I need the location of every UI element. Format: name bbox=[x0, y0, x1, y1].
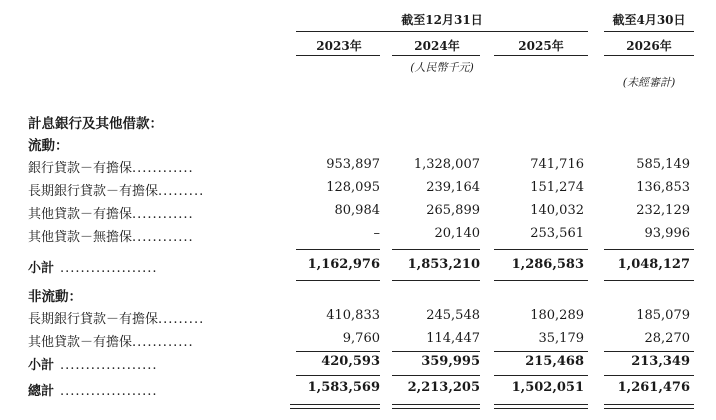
subtotal-rule-2025 bbox=[494, 249, 588, 250]
table-row bbox=[0, 331, 716, 349]
total-2026: 1,261,476 bbox=[617, 380, 690, 395]
total-double-rule-2024 bbox=[392, 404, 480, 409]
value-2026: 136,853 bbox=[636, 180, 690, 195]
value-2025: 35,179 bbox=[538, 331, 584, 346]
value-2024: 245,548 bbox=[426, 308, 480, 323]
subtotal-under-rule-2026 bbox=[604, 280, 694, 281]
table-row bbox=[0, 157, 716, 175]
value-2025: 253,561 bbox=[530, 226, 584, 241]
year-2025: 2025年 bbox=[518, 39, 564, 53]
period-header-apr30: 截至4月30日 bbox=[612, 13, 686, 27]
subtotal-2023: 420,593 bbox=[321, 354, 380, 369]
row-label: 銀行貸款－有擔保 bbox=[28, 161, 133, 176]
row-label: 其他貸款－有擔保 bbox=[28, 207, 133, 222]
year-rule-2025 bbox=[494, 55, 588, 56]
value-2024: 265,899 bbox=[426, 203, 480, 218]
nc-subtotal-rule-2025 bbox=[494, 351, 588, 352]
total-double-rule-2023 bbox=[290, 404, 380, 409]
value-2024: 1,328,007 bbox=[413, 157, 480, 172]
year-rule-2026 bbox=[604, 55, 694, 56]
year-2023: 2023年 bbox=[316, 39, 362, 53]
value-2023: 953,897 bbox=[326, 157, 380, 172]
value-2023: 80,984 bbox=[334, 203, 380, 218]
total-2025: 1,502,051 bbox=[511, 380, 584, 395]
value-2023: 128,095 bbox=[326, 180, 380, 195]
year-2024: 2024年 bbox=[414, 39, 460, 53]
total-rule-2026 bbox=[604, 375, 694, 376]
period-header-dec31: 截至12月31日 bbox=[401, 13, 483, 27]
value-2023: – bbox=[373, 226, 380, 241]
table-row bbox=[0, 180, 716, 198]
value-2024: 239,164 bbox=[426, 180, 480, 195]
subtotal-2026: 213,349 bbox=[631, 354, 690, 369]
header-rule-apr30 bbox=[604, 31, 694, 32]
nc-subtotal-rule-2023 bbox=[296, 351, 380, 352]
total-row bbox=[0, 380, 716, 398]
total-double-rule-2025 bbox=[494, 404, 588, 409]
subtotal-under-rule-2023 bbox=[296, 280, 380, 281]
subtotal-2024: 359,995 bbox=[421, 354, 480, 369]
leader-dots: ................... bbox=[60, 261, 158, 276]
value-2026: 93,996 bbox=[644, 226, 690, 241]
value-2026: 185,079 bbox=[636, 308, 690, 323]
row-label: 總計 bbox=[28, 384, 55, 399]
subtotal-rule-2026 bbox=[604, 249, 694, 250]
leader-dots: ............ bbox=[132, 207, 194, 222]
current-section-label: 流動： bbox=[28, 138, 69, 154]
subtotal-rule-2024 bbox=[392, 249, 480, 250]
total-double-rule-2026 bbox=[604, 404, 694, 409]
row-label: 長期銀行貸款－有擔保 bbox=[28, 312, 159, 327]
year-2026: 2026年 bbox=[626, 39, 672, 53]
leader-dots: ............ bbox=[132, 335, 194, 350]
total-2024: 2,213,205 bbox=[407, 380, 480, 395]
value-2023: 410,833 bbox=[326, 308, 380, 323]
value-2025: 741,716 bbox=[530, 157, 584, 172]
total-rule-2023 bbox=[296, 375, 380, 376]
subtotal-2026: 1,048,127 bbox=[617, 257, 690, 272]
subtotal-under-rule-2025 bbox=[494, 280, 588, 281]
table-row bbox=[0, 203, 716, 221]
table-title: 計息銀行及其他借款： bbox=[28, 116, 163, 132]
value-2024: 114,447 bbox=[426, 331, 480, 346]
subtotal-row bbox=[0, 257, 716, 275]
subtotal-under-rule-2024 bbox=[392, 280, 480, 281]
value-2026: 28,270 bbox=[644, 331, 690, 346]
row-label: 其他貸款－有擔保 bbox=[28, 335, 133, 350]
nc-subtotal-rule-2026 bbox=[604, 351, 694, 352]
subtotal-2023: 1,162,976 bbox=[307, 257, 380, 272]
header-rule-dec31 bbox=[296, 31, 588, 32]
leader-dots: ......... bbox=[158, 184, 205, 199]
row-label: 長期銀行貸款－有擔保 bbox=[28, 184, 159, 199]
subtotal-row bbox=[0, 354, 716, 372]
unit-note: (人民幣千元) bbox=[410, 61, 474, 74]
leader-dots: ................... bbox=[60, 384, 158, 399]
value-2025: 140,032 bbox=[530, 203, 584, 218]
subtotal-rule-2023 bbox=[296, 249, 380, 250]
total-rule-2025 bbox=[494, 375, 588, 376]
total-2023: 1,583,569 bbox=[307, 380, 380, 395]
leader-dots: ................... bbox=[60, 358, 158, 373]
row-label: 小計 bbox=[28, 358, 55, 373]
value-2026: 585,149 bbox=[636, 157, 690, 172]
nc-subtotal-rule-2024 bbox=[392, 351, 480, 352]
subtotal-2025: 215,468 bbox=[525, 354, 584, 369]
table-row bbox=[0, 226, 716, 244]
leader-dots: ......... bbox=[158, 312, 205, 327]
value-2026: 232,129 bbox=[636, 203, 690, 218]
row-label: 小計 bbox=[28, 261, 55, 276]
table-row bbox=[0, 308, 716, 326]
year-rule-2023 bbox=[296, 55, 380, 56]
value-2025: 180,289 bbox=[530, 308, 584, 323]
unaudited-note: (未經審計) bbox=[622, 76, 676, 89]
value-2025: 151,274 bbox=[530, 180, 584, 195]
row-label: 其他貸款－無擔保 bbox=[28, 230, 133, 245]
subtotal-2025: 1,286,583 bbox=[511, 257, 584, 272]
leader-dots: ............ bbox=[132, 230, 194, 245]
value-2023: 9,760 bbox=[342, 331, 380, 346]
noncurrent-section-label: 非流動： bbox=[28, 289, 82, 305]
leader-dots: ............ bbox=[132, 161, 194, 176]
subtotal-2024: 1,853,210 bbox=[407, 257, 480, 272]
total-rule-2024 bbox=[392, 375, 480, 376]
year-rule-2024 bbox=[392, 55, 480, 56]
value-2024: 20,140 bbox=[434, 226, 480, 241]
